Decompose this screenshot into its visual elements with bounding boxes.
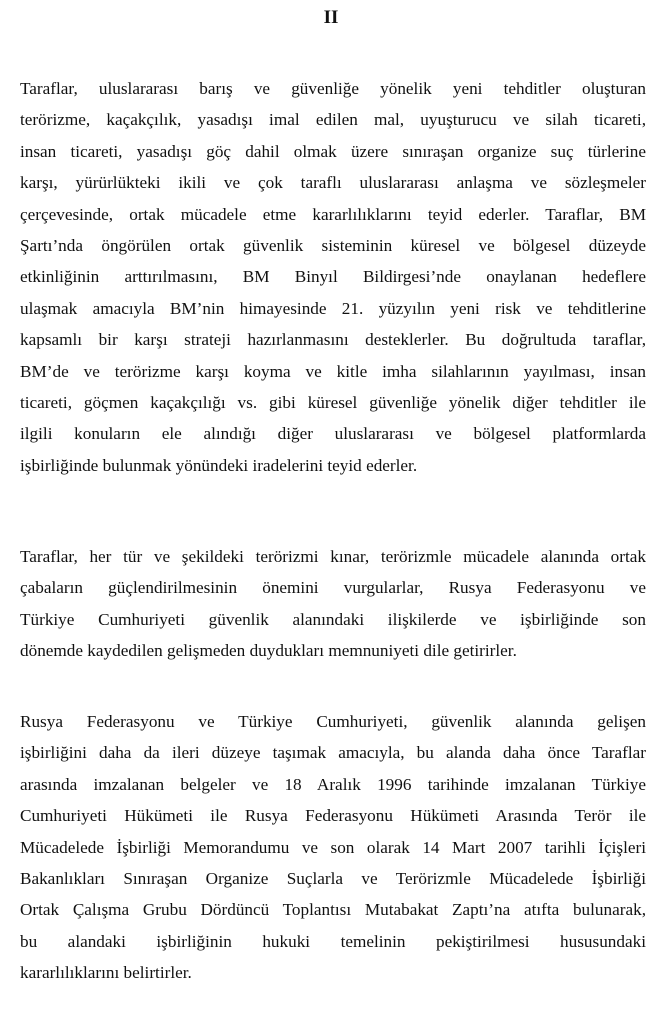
text-line: Taraflar, uluslararası barış ve güvenliğe yönelik yeni tehditler oluşturan: [20, 79, 646, 98]
text-line: bu alandaki işbirliğinin hukuki temelinin pekiştirilmesi hususundaki: [20, 931, 646, 951]
text-line: ulaşmak amacıyla BM’nin himayesinde 21. yüzyılın yeni risk ve tehditlerine: [20, 298, 646, 318]
text-line: Bakanlıkları Sınıraşan Organize Suçlarla ve Terörizmle Mücadelede İşbirliği: [20, 868, 646, 888]
text-line: ilgili konuların ele alındığı diğer uluslararası ve bölgesel platformlarda: [20, 424, 646, 444]
paragraph-3: [20, 706, 646, 989]
text-line: çabaların güçlendirilmesinin önemini vurgularlar, Rusya Federasyonu ve: [20, 578, 646, 598]
text-line: kararlılıklarını belirtirler.: [20, 963, 192, 983]
text-line: insan ticareti, yasadışı göç dahil olmak üzere sınıraşan organize suç türlerine: [20, 141, 646, 161]
text-line: Şartı’nda öngörülen ortak güvenlik sisteminin küresel ve bölgesel düzeyde: [20, 235, 646, 255]
text-line: Cumhuriyeti Hükümeti ile Rusya Federasyonu Hükümeti Arasında Terör ile: [20, 806, 646, 826]
text-line: Taraflar, her tür ve şekildeki terörizmi kınar, terörizmle mücadele alanında ortak: [20, 547, 646, 566]
text-line: Ortak Çalışma Grubu Dördüncü Toplantısı Mutabakat Zaptı’na atıfta bulunarak,: [20, 900, 646, 920]
text-line: Türkiye Cumhuriyeti güvenlik alanındaki ilişkilerde ve işbirliğinde son: [20, 609, 646, 629]
section-heading: II: [323, 7, 339, 28]
text-line: ticareti, göçmen kaçakçılığı vs. gibi küresel güvenliğe yönelik diğer tehditler ile: [20, 392, 646, 412]
text-line: dönemde kaydedilen gelişmeden duydukları memnuniyeti dile getirirler.: [20, 641, 517, 661]
text-line: kapsamlı bir karşı strateji hazırlanmasını desteklerler. Bu doğrultuda taraflar,: [20, 330, 646, 350]
text-line: terörizme, kaçakçılık, yasadışı imal edilen mal, uyuşturucu ve silah ticareti,: [20, 110, 646, 130]
text-line: Rusya Federasyonu ve Türkiye Cumhuriyeti, güvenlik alanında gelişen: [20, 712, 646, 731]
text-line: işbirliğinde bulunmak yönündeki iradelerini teyid ederler.: [20, 455, 418, 475]
text-line: BM’de ve terörizme karşı koyma ve kitle imha silahlarının yayılması, insan: [20, 361, 646, 381]
text-line: Mücadelede İşbirliği Memorandumu ve son olarak 14 Mart 2007 tarihli İçişleri: [20, 837, 646, 857]
text-line: çerçevesinde, ortak mücadele etme kararlılıklarını teyid ederler. Taraflar, BM: [20, 204, 646, 224]
paragraph-2: [20, 541, 646, 667]
text-line: arasında imzalanan belgeler ve 18 Aralık 1996 tarihinde imzalanan Türkiye: [20, 774, 646, 794]
text-line: etkinliğinin arttırılmasını, BM Binyıl Bildirgesi’nde onaylanan hedeflere: [20, 267, 646, 287]
text-line: işbirliğini daha da ileri düzeye taşımak amacıyla, bu alanda daha önce Taraflar: [20, 743, 646, 763]
text-line: karşı, yürürlükteki ikili ve çok taraflı uluslararası anlaşma ve sözleşmeler: [20, 173, 646, 193]
paragraph-1: [20, 73, 646, 481]
